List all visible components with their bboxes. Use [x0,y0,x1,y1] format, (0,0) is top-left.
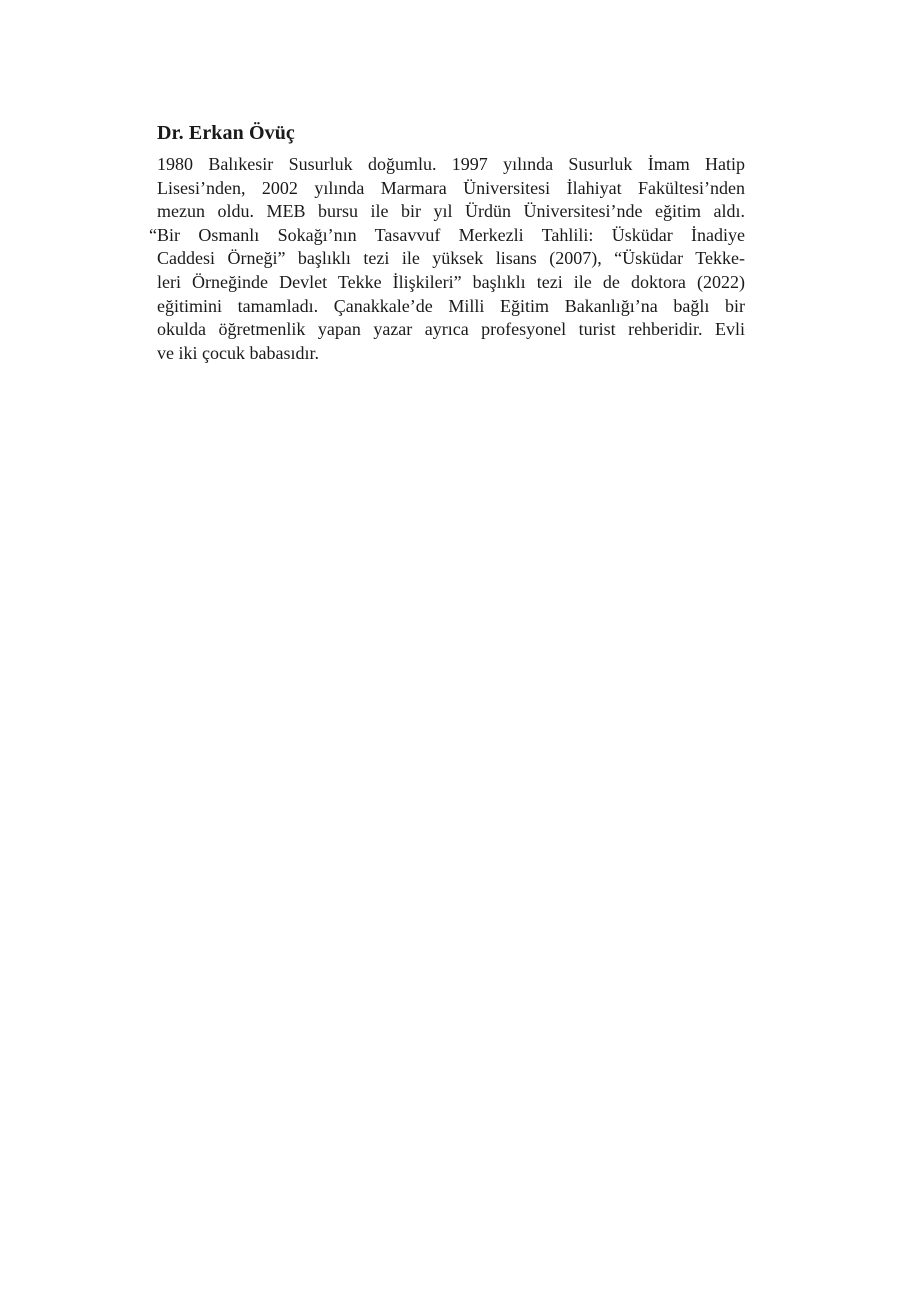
bio-line: okulda öğretmenlik yapan yazar ayrıca profesyonel turist rehberidir. Evli [157,319,745,340]
author-bio [149,119,745,365]
bio-line: 1980 Balıkesir Susurluk doğumlu. 1997 yılında Susurluk İmam Hatip [157,154,745,174]
bio-line: eğitimini tamamladı. Çanakkale’de Milli Eğitim Bakanlığı’na bağlı bir [157,295,745,316]
bio-line: “Bir Osmanlı Sokağı’nın Tasavvuf Merkezli Tahlili: Üsküdar İnadiye [149,224,745,245]
bio-line: mezun oldu. MEB bursu ile bir yıl Ürdün Üniversitesi’nde eğitim aldı. [157,201,745,222]
author-name: Dr. Erkan Övüç [157,122,295,144]
bio-line: Lisesi’nden, 2002 yılında Marmara Üniversitesi İlahiyat Fakültesi’nden [157,177,745,198]
bio-line: leri Örneğinde Devlet Tekke İlişkileri” başlıklı tezi ile de doktora (2022) [157,271,745,292]
bio-line: ve iki çocuk babasıdır. [157,342,319,363]
bio-line: Caddesi Örneği” başlıklı tezi ile yüksek lisans (2007), “Üsküdar Tekke- [157,248,745,269]
bio-paragraph [149,153,745,365]
